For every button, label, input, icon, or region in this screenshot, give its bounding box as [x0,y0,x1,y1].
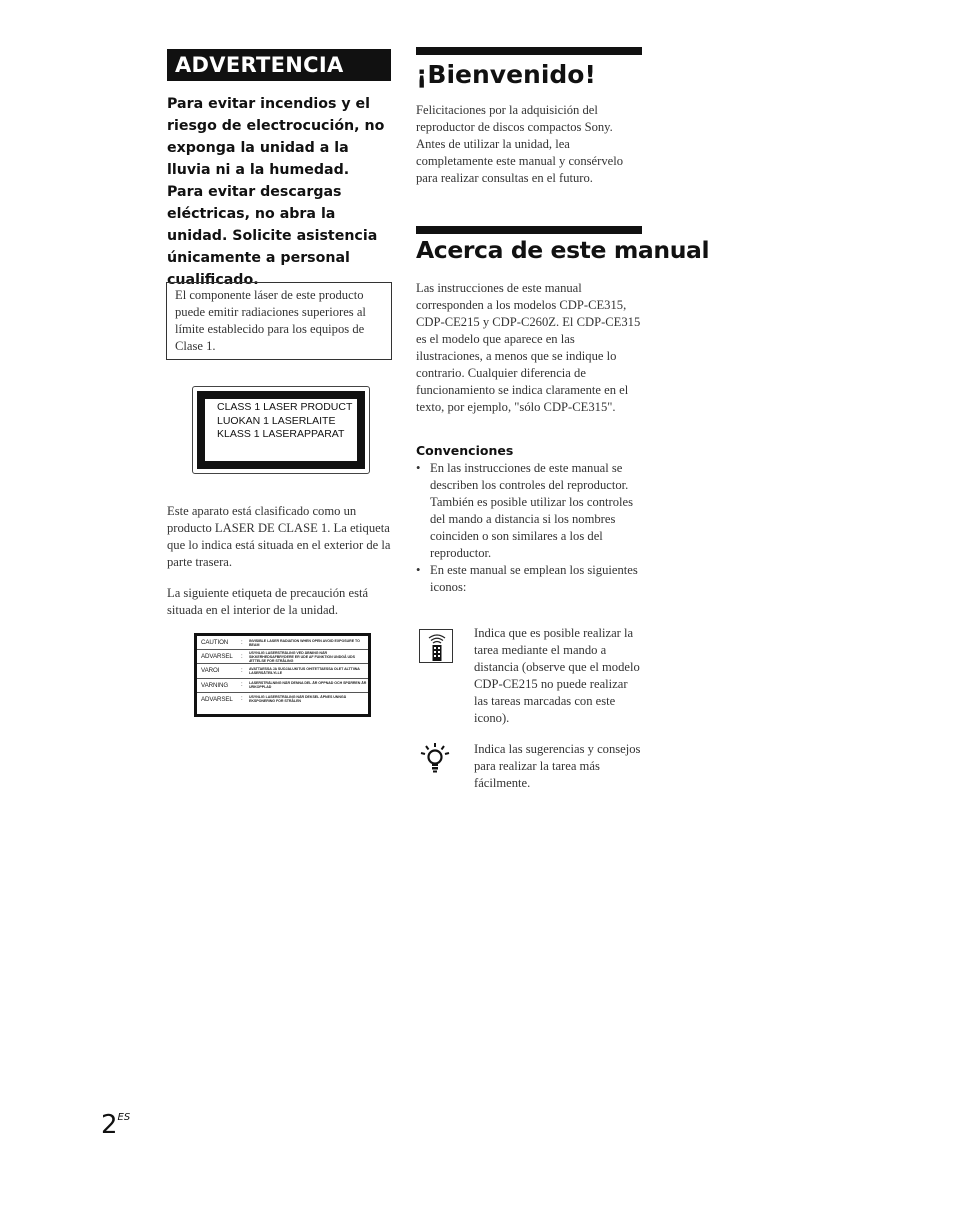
caution-term: ADVARSEL [201,695,233,703]
remote-icon-text: Indica que es posible realizar la tarea mediante el mando a distancia (observe que el modelo CDP-CE215 no puede realizar las tareas marcadas con este icono). [474,626,640,725]
laser-note-box [166,282,392,360]
bienvenido-rule [416,47,642,55]
acerca-text: Las instrucciones de este manual corresponden a los modelos CDP-CE315, CDP-CE215 y CDP-C260Z. El CDP-CE315 es el modelo que aparece en las ilustraciones, a menos que se indique lo contrario. Cualquier diferencia de funcionamiento se indica claramente en el texto, por ejemplo, "sólo CDP-CE315". [416,281,641,414]
laser-note-text: El componente láser de este producto puede emitir radiaciones superiores al límite establecido para los equipos de Clase 1. [175,288,366,353]
remote-control-icon [419,629,453,663]
caution-row: CAUTION : INVISIBLE LASER RADIATION WHEN OPEN AVOID EXPOSURE TO BEAM [197,636,368,650]
convenciones-heading: Convenciones [416,443,514,458]
caution-text: AVATTAESSA JA SUOJALUKITUS OHITETTAESSA OLET ALTTIINA LASERSÄTEILYLLE [249,666,360,675]
caution-term: ADVARSEL [201,653,233,661]
caution-text: LASERSTRÅLNING NÄR DENNA DEL ÄR ÖPPNAD OCH SPÄRREN ÄR URKOPPLAD [249,681,367,690]
laser-label-line2: LUOKAN 1 LASERLAITE [217,414,336,427]
laser-label-line1: CLASS 1 LASER PRODUCT [217,401,353,413]
bienvenido-text: Felicitaciones por la adquisición del reproductor de discos compactos Sony. Antes de utilizar la unidad, lea completamente este manual y consérvelo para realizar consultas en el futuro. [416,103,624,185]
bienvenido-heading: ¡Bienvenido! [416,60,596,89]
caution-text: INVISIBLE LASER RADIATION WHEN OPEN AVOID EXPOSURE TO BEAM [249,638,360,647]
caution-row: VAROI : AVATTAESSA JA SUOJALUKITUS OHITETTAESSA OLET ALTTIINA LASERSÄTEILYLLE [197,664,368,678]
lightbulb-tip-icon [418,741,452,775]
warning-shock: Para evitar descargas eléctricas, no abra la unidad. Solicite asistencia únicamente a personal cualificado. [167,184,378,288]
page-number: $2^{ES}$ [101,1110,131,1140]
remote-icon-row [418,625,644,727]
caution-term: VAROI [201,667,220,675]
class-paragraph: Este aparato está clasificado como un producto LASER DE CLASE 1. La etiqueta que lo indica está situada en el exterior de la parte trasera. [167,504,391,569]
caution-intro: La siguiente etiqueta de precaución está situada en el interior de la unidad. [167,586,369,617]
laser-label-line3: KLASS 1 LASERAPPARAT [217,428,345,440]
page-language-suffix: ES [117,1112,131,1123]
caution-term: CAUTION [201,639,229,647]
convenciones-list [416,460,644,596]
caution-term: VARNING [201,681,229,689]
caution-row: ADVARSEL : USYNLIG LASERSTRÅLING NÅR DEKSEL ÅPNES UNNGÅ EKSPONERING FOR STRÅLEN [197,693,368,706]
advertencia-heading: ADVERTENCIA [167,49,391,81]
caution-row: VARNING : LASERSTRÅLNING NÄR DENNA DEL ÄR ÖPPNAD OCH SPÄRREN ÄR URKOPPLAD [197,679,368,693]
caution-label [194,633,371,717]
class1-laser-label [192,386,370,474]
warning-fire: Para evitar incendios y el riesgo de electrocución, no exponga la unidad a la lluvia ni a la humedad. [167,96,385,178]
tip-icon-text: Indica las sugerencias y consejos para realizar la tarea más fácilmente. [474,742,641,790]
caution-row: ADVARSEL : USYNLIG LASERSTRÅLING VED ÅBNING NÅR SIKKERHEDSAFBRYDERE ER UDE AF FUNKTION UNDGÅ UDS ÆTTELSE FOR STRÅLING [197,650,368,664]
tip-icon-row [418,741,644,792]
caution-text: USYNLIG LASERSTRÅLING VED ÅBNING NÅR SIKKERHEDSAFBRYDERE ER UDE AF FUNKTION UNDGÅ UDS ÆTTELSE FOR STRÅLING [249,650,355,663]
list-item: • En las instrucciones de este manual se describen los controles del reproductor. También es posible utilizar los controles del mando a distancia si los nombres coinciden o son similares a los del reproductor. [416,461,634,560]
list-item: • En este manual se emplean los siguientes iconos: [416,563,638,594]
acerca-rule [416,226,642,234]
acerca-heading: Acerca de este manual [416,236,710,264]
caution-text: USYNLIG LASERSTRÅLING NÅR DEKSEL ÅPNES UNNGÅ EKSPONERING FOR STRÅLEN [249,695,347,704]
